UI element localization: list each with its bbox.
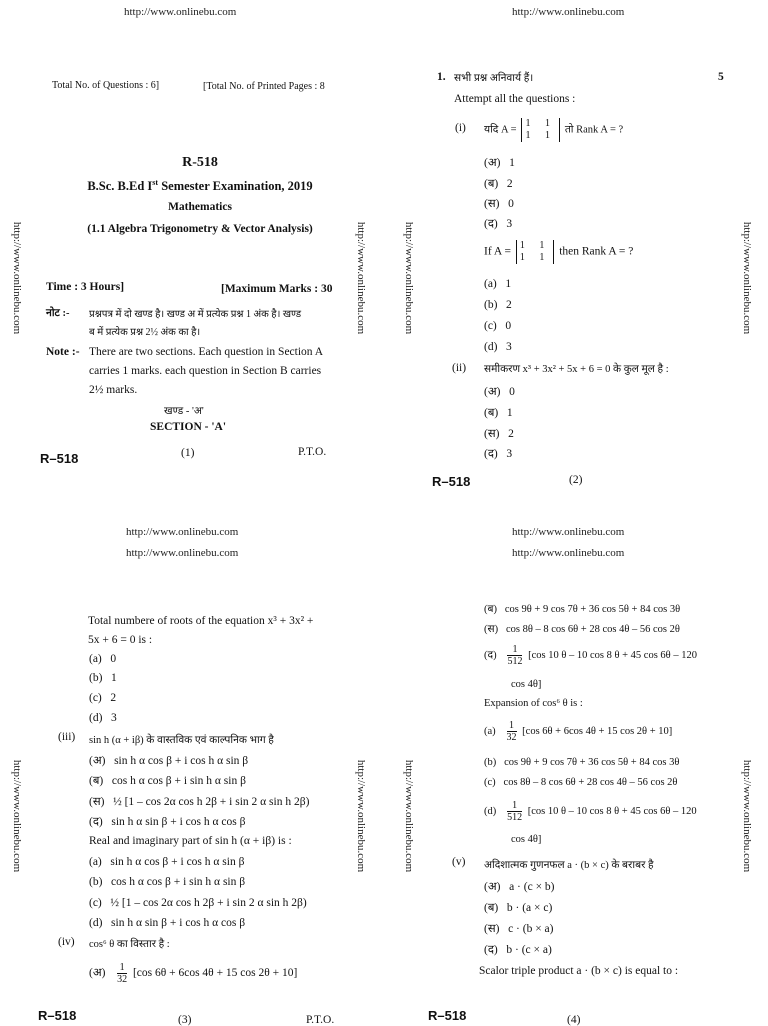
option-hi-2[interactable]: (ब) 2 bbox=[484, 178, 513, 190]
note-en-line2: carries 1 marks. each question in Section B carries bbox=[89, 365, 322, 377]
time: Time : 3 Hours] bbox=[46, 281, 125, 293]
section-hi: खण्ड - 'अ' bbox=[164, 406, 204, 417]
sub-question-label: (v) bbox=[452, 856, 466, 868]
question-en-line1: Total numbere of roots of the equation x³ + 3x² + bbox=[88, 615, 314, 627]
watermark-url: http://www.onlinebu.com bbox=[403, 221, 415, 335]
option-hi-3[interactable]: (स) 0 bbox=[484, 198, 514, 210]
watermark-url: http://www.onlinebu.com bbox=[355, 221, 367, 335]
note-en-line1: There are two sections. Each question in Section A bbox=[89, 346, 324, 358]
max-marks: [Maximum Marks : 30 bbox=[221, 283, 333, 295]
question-marks: 5 bbox=[718, 71, 724, 83]
watermark-url: http://www.onlinebu.com bbox=[11, 759, 23, 873]
option-hi-1[interactable]: (अ) a · (c × b) bbox=[484, 881, 555, 893]
sub-question-en: Scalor triple product a · (b × c) is equal to : bbox=[479, 965, 679, 977]
fraction: $\frac{1}{32}$ bbox=[506, 720, 517, 743]
option-en-1[interactable]: (a) sin h α cos β + i cos h α sin β bbox=[89, 856, 245, 868]
header-url[interactable]: http://www.onlinebu.com bbox=[124, 6, 237, 18]
watermark-url: http://www.onlinebu.com bbox=[355, 759, 367, 873]
option-hi-2[interactable]: (ब) cos 9θ + 9 cos 7θ + 36 cos 5θ + 84 cos 3θ bbox=[484, 604, 681, 615]
fraction: $\frac{1}{512}$ bbox=[507, 800, 523, 823]
option-hi-2[interactable]: (ब) cos h α cos β + i sin h α sin β bbox=[89, 775, 246, 787]
header-url[interactable]: http://www.onlinebu.com bbox=[512, 547, 625, 559]
total-questions: Total No. of Questions : 6] bbox=[52, 80, 160, 91]
sub-question-hi: sin h (α + iβ) के वास्तविक एवं काल्पनिक भाग है bbox=[89, 735, 274, 746]
header-url[interactable]: http://www.onlinebu.com bbox=[126, 526, 239, 538]
sub-question-en: If A = 1 1 1 1 then Rank A = ? bbox=[484, 240, 634, 263]
sub-question-label: (iii) bbox=[58, 731, 76, 743]
expansion-en: Expansion of cos⁶ θ is : bbox=[484, 698, 583, 709]
footer-page-number: (3) bbox=[178, 1014, 192, 1026]
option-hi-3[interactable]: (स) 2 bbox=[484, 428, 514, 440]
footer-pto: P.T.O. bbox=[298, 446, 327, 458]
sub-question-hi: cos⁶ θ का विस्तार है : bbox=[89, 939, 170, 950]
matrix: 1 1 1 1 bbox=[516, 240, 555, 264]
option-hi-4-continued: cos 4θ] bbox=[511, 679, 542, 690]
sub-question-label: (i) bbox=[455, 122, 466, 134]
note-hi-line2: ब में प्रत्येक प्रश्न 2½ अंक का है। bbox=[89, 327, 201, 338]
option-hi-1[interactable]: (अ) $\frac{1}{32}$ [cos 6θ + 6cos 4θ + 15 cos 2θ + 10] bbox=[89, 962, 298, 985]
option-hi-1[interactable]: (अ) 1 bbox=[484, 157, 515, 169]
header-url[interactable]: http://www.onlinebu.com bbox=[512, 6, 625, 18]
option-hi-2[interactable]: (ब) b · (a × c) bbox=[484, 902, 553, 914]
matrix: 1 1 1 1 bbox=[521, 118, 560, 142]
sub-question-hi: समीकरण x³ + 3x² + 5x + 6 = 0 के कुल मूल है : bbox=[484, 364, 669, 375]
sub-question-hi: यदि A = 1 1 1 1 तो Rank A = ? bbox=[484, 118, 624, 141]
option-en-2[interactable]: (b) cos 9θ + 9 cos 7θ + 36 cos 5θ + 84 cos 3θ bbox=[484, 757, 680, 768]
header-url[interactable]: http://www.onlinebu.com bbox=[512, 526, 625, 538]
question-en-line2: 5x + 6 = 0 is : bbox=[88, 634, 153, 646]
footer-code: R–518 bbox=[428, 1008, 467, 1023]
option-en-4[interactable]: (d) sin h α sin β + i cos h α cos β bbox=[89, 917, 246, 929]
question-hi: सभी प्रश्न अनिवार्य हैं। bbox=[454, 73, 534, 84]
option-hi-4[interactable]: (द) 3 bbox=[484, 448, 513, 460]
fraction: $\frac{1}{32}$ bbox=[117, 962, 128, 985]
section-en: SECTION - 'A' bbox=[150, 421, 227, 433]
paper-title: (1.1 Algebra Trigonometry & Vector Analysis) bbox=[87, 223, 313, 235]
sub-question-label: (ii) bbox=[452, 362, 467, 374]
option-hi-1[interactable]: (अ) 0 bbox=[484, 386, 515, 398]
footer-code: R–518 bbox=[432, 474, 471, 489]
question-number: 1. bbox=[437, 71, 446, 83]
option-hi-2[interactable]: (ब) 1 bbox=[484, 407, 513, 419]
option-en-4[interactable]: (d) 3 bbox=[89, 712, 117, 724]
footer-pto: P.T.O. bbox=[306, 1014, 335, 1026]
watermark-url: http://www.onlinebu.com bbox=[11, 221, 23, 335]
option-en-3[interactable]: (c) ½ [1 – cos 2α cos h 2β + i sin 2 α sin h 2β) bbox=[89, 897, 307, 909]
paper-code: R-518 bbox=[182, 155, 218, 170]
total-pages: [Total No. of Printed Pages : 8 bbox=[203, 81, 325, 92]
option-en-3[interactable]: (c) cos 8θ – 8 cos 6θ + 28 cos 4θ – 56 cos 2θ bbox=[484, 777, 678, 788]
watermark-url: http://www.onlinebu.com bbox=[403, 759, 415, 873]
sub-question-hi: अदिशात्मक गुणनफल a · (b × c) के बराबर है bbox=[484, 860, 654, 871]
note-en-line3: 2½ marks. bbox=[89, 384, 138, 396]
option-hi-3[interactable]: (स) ½ [1 – cos 2α cos h 2β + i sin 2 α sin h 2β) bbox=[89, 796, 310, 808]
subject: Mathematics bbox=[168, 201, 232, 213]
option-hi-4[interactable]: (द) b · (c × a) bbox=[484, 944, 552, 956]
option-hi-4[interactable]: (द) sin h α sin β + i cos h α cos β bbox=[89, 816, 246, 828]
option-en-3[interactable]: (c) 2 bbox=[89, 692, 117, 704]
fraction: $\frac{1}{512}$ bbox=[507, 644, 523, 667]
header-url[interactable]: http://www.onlinebu.com bbox=[126, 547, 239, 559]
exam-title: B.Sc. B.Ed Ist Semester Examination, 2019 bbox=[87, 178, 313, 194]
footer-code: R–518 bbox=[40, 451, 79, 466]
footer-page-number: (1) bbox=[181, 447, 195, 459]
option-hi-4[interactable]: (द) 3 bbox=[484, 218, 513, 230]
option-en-1[interactable]: (a) 1 bbox=[484, 278, 512, 290]
footer-code: R–518 bbox=[38, 1008, 77, 1023]
footer-page-number: (2) bbox=[569, 474, 583, 486]
option-en-2[interactable]: (b) 1 bbox=[89, 672, 117, 684]
option-en-3[interactable]: (c) 0 bbox=[484, 320, 512, 332]
footer-page-number: (4) bbox=[567, 1014, 581, 1026]
option-hi-1[interactable]: (अ) sin h α cos β + i cos h α sin β bbox=[89, 755, 249, 767]
option-hi-3[interactable]: (स) c · (b × a) bbox=[484, 923, 554, 935]
option-en-4[interactable]: (d) 3 bbox=[484, 341, 512, 353]
option-en-2[interactable]: (b) 2 bbox=[484, 299, 512, 311]
note-hi-line1: प्रश्नपत्र में दो खण्ड है। खण्ड अ में प्रत्येक प्रश्न 1 अंक है। खण्ड bbox=[89, 309, 302, 320]
watermark-url: http://www.onlinebu.com bbox=[741, 221, 753, 335]
question-en: Attempt all the questions : bbox=[454, 93, 576, 105]
option-hi-4[interactable]: (द) $\frac{1}{512}$ [cos 10 θ – 10 cos 8 θ + 45 cos 6θ – 120 bbox=[484, 644, 697, 667]
option-en-1[interactable]: (a) 0 bbox=[89, 653, 117, 665]
option-en-2[interactable]: (b) cos h α cos β + i sin h α sin β bbox=[89, 876, 246, 888]
option-en-4[interactable]: (d) $\frac{1}{512}$ [cos 10 θ – 10 cos 8 θ + 45 cos 6θ – 120 bbox=[484, 800, 697, 823]
sub-question-label: (iv) bbox=[58, 936, 75, 948]
option-en-1[interactable]: (a) $\frac{1}{32}$ [cos 6θ + 6cos 4θ + 15 cos 2θ + 10] bbox=[484, 720, 673, 743]
note-en-label: Note :- bbox=[46, 346, 80, 358]
note-hi-label: नोट :- bbox=[46, 308, 70, 319]
sub-question-en: Real and imaginary part of sin h (α + iβ) is : bbox=[89, 835, 292, 847]
option-en-4-continued: cos 4θ] bbox=[511, 834, 542, 845]
watermark-url: http://www.onlinebu.com bbox=[741, 759, 753, 873]
option-hi-3[interactable]: (स) cos 8θ – 8 cos 6θ + 28 cos 4θ – 56 cos 2θ bbox=[484, 624, 680, 635]
